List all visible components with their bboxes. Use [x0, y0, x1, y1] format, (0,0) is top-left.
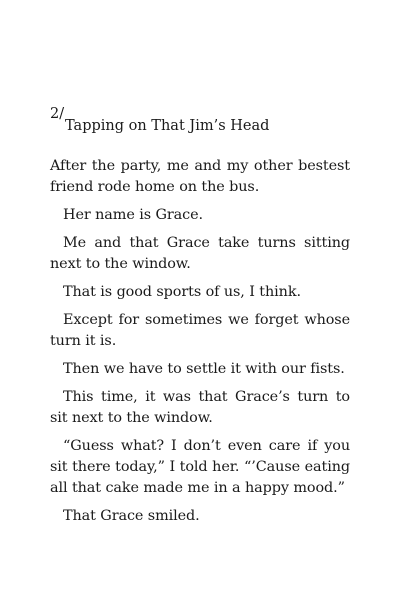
chapter-number: 2/: [50, 106, 65, 122]
paragraph-2: Her name is Grace.: [63, 207, 203, 223]
paragraph-6: Then we have to settle it with our fists.: [63, 361, 345, 377]
paragraph-5: Except for sometimes we forget whose turn it is.: [50, 312, 350, 349]
paragraph-9: That Grace smiled.: [63, 508, 200, 524]
paragraph-1: After the party, me and my other bestest friend rode home on the bus.: [50, 158, 350, 195]
chapter-heading: [50, 108, 350, 136]
chapter-title: Tapping on That Jim’s Head: [65, 118, 270, 134]
paragraph-7: This time, it was that Grace’s turn to sit next to the window.: [50, 389, 350, 426]
paragraph-8: “Guess what? I don’t even care if you sit there today,” I told her. “’Cause eating all that cake made me in a happy mood.”: [50, 438, 350, 496]
paragraph-3: Me and that Grace take turns sitting next to the window.: [50, 235, 350, 272]
paragraph-4: That is good sports of us, I think.: [63, 284, 301, 300]
book-page: [50, 108, 350, 534]
